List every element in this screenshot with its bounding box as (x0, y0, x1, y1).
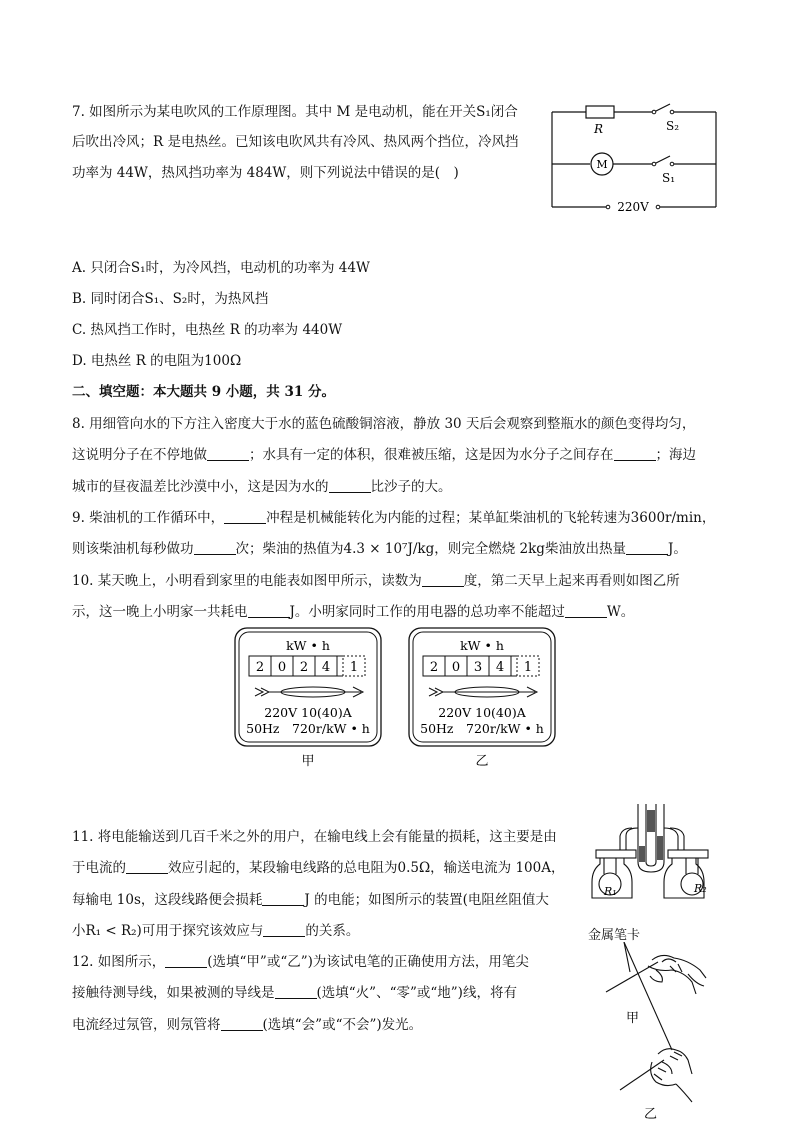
section-2-heading: 二、填空题：本大题共 9 小题，共 31 分。 (72, 384, 335, 400)
q12-blank-2[interactable] (275, 984, 317, 999)
q8-text-a: 这说明分子在不停地做 (72, 447, 207, 463)
q9-blank-2[interactable] (194, 540, 236, 555)
meter-yi-spec-1: 220V 10(40)A (438, 705, 526, 720)
meter-jia-digit-2: 0 (277, 660, 287, 675)
q8-text-c: ；海边 (655, 447, 696, 463)
meter-yi-digit-1: 2 (429, 660, 439, 675)
circuit-r-label: R (594, 122, 604, 136)
q12-line-2 (72, 982, 517, 1004)
q12-text-f: (选填“会”或“不会”)发光。 (262, 1017, 423, 1033)
q8-text-b: ；水具有一定的体积，很难被压缩，这是因为水分子之间存在 (249, 447, 614, 463)
q9-line-1 (72, 507, 715, 529)
q12-text-e: 电流经过氖管，则氖管将 (72, 1017, 221, 1033)
q8-line-2 (72, 444, 696, 466)
pen-caption-yi: 乙 (644, 1107, 658, 1122)
circuit-s1-label: S₁ (662, 171, 676, 185)
q7-option-c: C. 热风挡工作时，电热丝 R 的功率为 440W (72, 322, 343, 338)
q12-text-c: 接触待测导线，如果被测的导线是 (72, 985, 275, 1001)
meter-yi-digit-2: 0 (451, 660, 461, 675)
q11-blank-1[interactable] (126, 859, 168, 874)
meter-yi-caption: 乙 (475, 754, 489, 769)
q10-text-d: J。小明家同时工作的用电器的总功率不能超过 (289, 604, 565, 620)
q11-text-d: J 的电能；如图所示的装置(电阻丝阻值大 (304, 892, 549, 908)
joule-apparatus-figure (586, 800, 722, 906)
meter-jia-digit-3: 2 (299, 660, 309, 675)
meter-jia-digit-4: 4 (321, 660, 331, 675)
q10-text-c: 示，这一晚上小明家一共耗电 (72, 604, 248, 620)
q11-text-f: 的关系。 (305, 923, 360, 939)
q8-line-3 (72, 476, 452, 498)
q11-line-2 (72, 857, 564, 879)
q12-blank-1[interactable] (165, 953, 207, 968)
q7-circuit-diagram (548, 100, 720, 218)
energy-meters-figure (233, 626, 563, 771)
apparatus-r1-label: R₁ (604, 885, 617, 898)
q9-text-b: 冲程是机械能转化为内能的过程；某单缸柴油机的飞轮转速为3600r/min， (266, 510, 716, 526)
q10-text-a: 10. 某天晚上，小明看到家里的电能表如图甲所示，读数为 (72, 573, 422, 589)
q8-text-e: 比沙子的大。 (370, 479, 452, 495)
meter-yi-unit: kW • h (460, 638, 504, 653)
pen-caption-jia: 甲 (626, 1011, 640, 1026)
q11-text-e: 小R₁ < R₂)可用于探究该效应与 (72, 923, 264, 939)
q11-line-1: 11. 将电能输送到几百千米之外的用户，在输电线上会有能量的损耗，这主要是由 (72, 829, 557, 845)
q8-line-1: 8. 用细管向水的下方注入密度大于水的蓝色硫酸铜溶液，静放 30 天后会观察到整瓶水的颜色变得均匀， (72, 416, 696, 432)
meter-yi-digit-3: 3 (473, 660, 483, 675)
q8-blank-2[interactable] (614, 446, 656, 461)
meter-jia (235, 628, 381, 769)
q12-text-b: (选填“甲”或“乙”)为该试电笔的正确使用方法，用笔尖 (207, 954, 529, 970)
meter-jia-spec-2: 50Hz 720r/kW • h (246, 721, 370, 736)
q7-line-2: 后吹出冷风；R 是电热丝。已知该电吹风共有冷风、热风两个挡位，冷风挡 (72, 134, 519, 150)
pen-clip-label: 金属笔卡 (588, 928, 641, 943)
meter-yi-disc-icon (429, 687, 537, 697)
meter-jia-spec-1: 220V 10(40)A (264, 705, 352, 720)
circuit-s2-label: S₂ (666, 119, 680, 133)
meter-jia-caption: 甲 (301, 754, 315, 769)
q11-line-3 (72, 889, 549, 911)
meter-yi-digit-4: 4 (495, 660, 505, 675)
q10-blank-3[interactable] (565, 603, 607, 618)
test-pen-figure (592, 942, 722, 1122)
q10-blank-1[interactable] (422, 572, 464, 587)
q11-blank-3[interactable] (263, 922, 305, 937)
q7-option-b: B. 同时闭合S₁、S₂时，为热风挡 (72, 291, 269, 307)
meter-jia-disc-icon (255, 687, 363, 697)
q9-text-e: J。 (667, 541, 687, 557)
meter-jia-digit-1: 2 (255, 660, 265, 675)
q7-line-3: 功率为 44W，热风挡功率为 484W，则下列说法中错误的是( ) (72, 165, 459, 181)
q7-option-a: A. 只闭合S₁时，为冷风挡，电动机的功率为 44W (72, 260, 370, 276)
q9-blank-3[interactable] (626, 540, 668, 555)
q8-text-d: 城市的昼夜温差比沙漠中小，这是因为水的 (72, 479, 329, 495)
q11-blank-2[interactable] (262, 891, 304, 906)
meter-jia-digit-5: 1 (349, 660, 359, 675)
q10-text-b: 度，第二天早上起来再看则如图乙所 (463, 573, 680, 589)
q12-text-a: 12. 如图所示， (72, 954, 166, 970)
q11-text-c: 每输电 10s，这段线路便会损耗 (72, 892, 263, 908)
meter-yi-digit-5: 1 (523, 660, 533, 675)
q9-text-a: 9. 柴油机的工作循环中， (72, 510, 225, 526)
q12-text-d: (选填“火”、“零”或“地”)线，将有 (316, 985, 517, 1001)
circuit-voltage-label: 220V (617, 200, 649, 214)
q11-text-b: 效应引起的，某段输电线路的总电阻为0.5Ω，输送电流为 100A， (168, 860, 565, 876)
q8-blank-3[interactable] (329, 478, 371, 493)
q12-line-1 (72, 951, 529, 973)
q9-blank-1[interactable] (224, 509, 266, 524)
q9-line-2 (72, 538, 687, 560)
q7-option-d: D. 电热丝 R 的电阻为100Ω (72, 353, 242, 369)
apparatus-r2-label: R₂ (694, 882, 707, 895)
q10-text-e: W。 (606, 604, 635, 620)
q9-text-c: 则该柴油机每秒做功 (72, 541, 194, 557)
meter-jia-unit: kW • h (286, 638, 330, 653)
q12-blank-3[interactable] (221, 1016, 263, 1031)
q8-blank-1[interactable] (207, 446, 249, 461)
q7-line-1: 7. 如图所示为某电吹风的工作原理图。其中 M 是电动机，能在开关S₁闭合 (72, 104, 518, 120)
q12-line-3 (72, 1014, 422, 1036)
q11-text-a: 于电流的 (72, 860, 126, 876)
meter-yi (409, 628, 555, 769)
q9-text-d: 次；柴油的热值为4.3 × 10⁷J/kg，则完全燃烧 2kg柴油放出热量 (235, 541, 626, 557)
meter-yi-spec-2: 50Hz 720r/kW • h (420, 721, 544, 736)
q10-blank-2[interactable] (248, 603, 290, 618)
q10-line-2 (72, 601, 634, 623)
circuit-motor-label: M (596, 158, 608, 171)
q10-line-1 (72, 570, 680, 592)
q11-line-4 (72, 920, 359, 942)
